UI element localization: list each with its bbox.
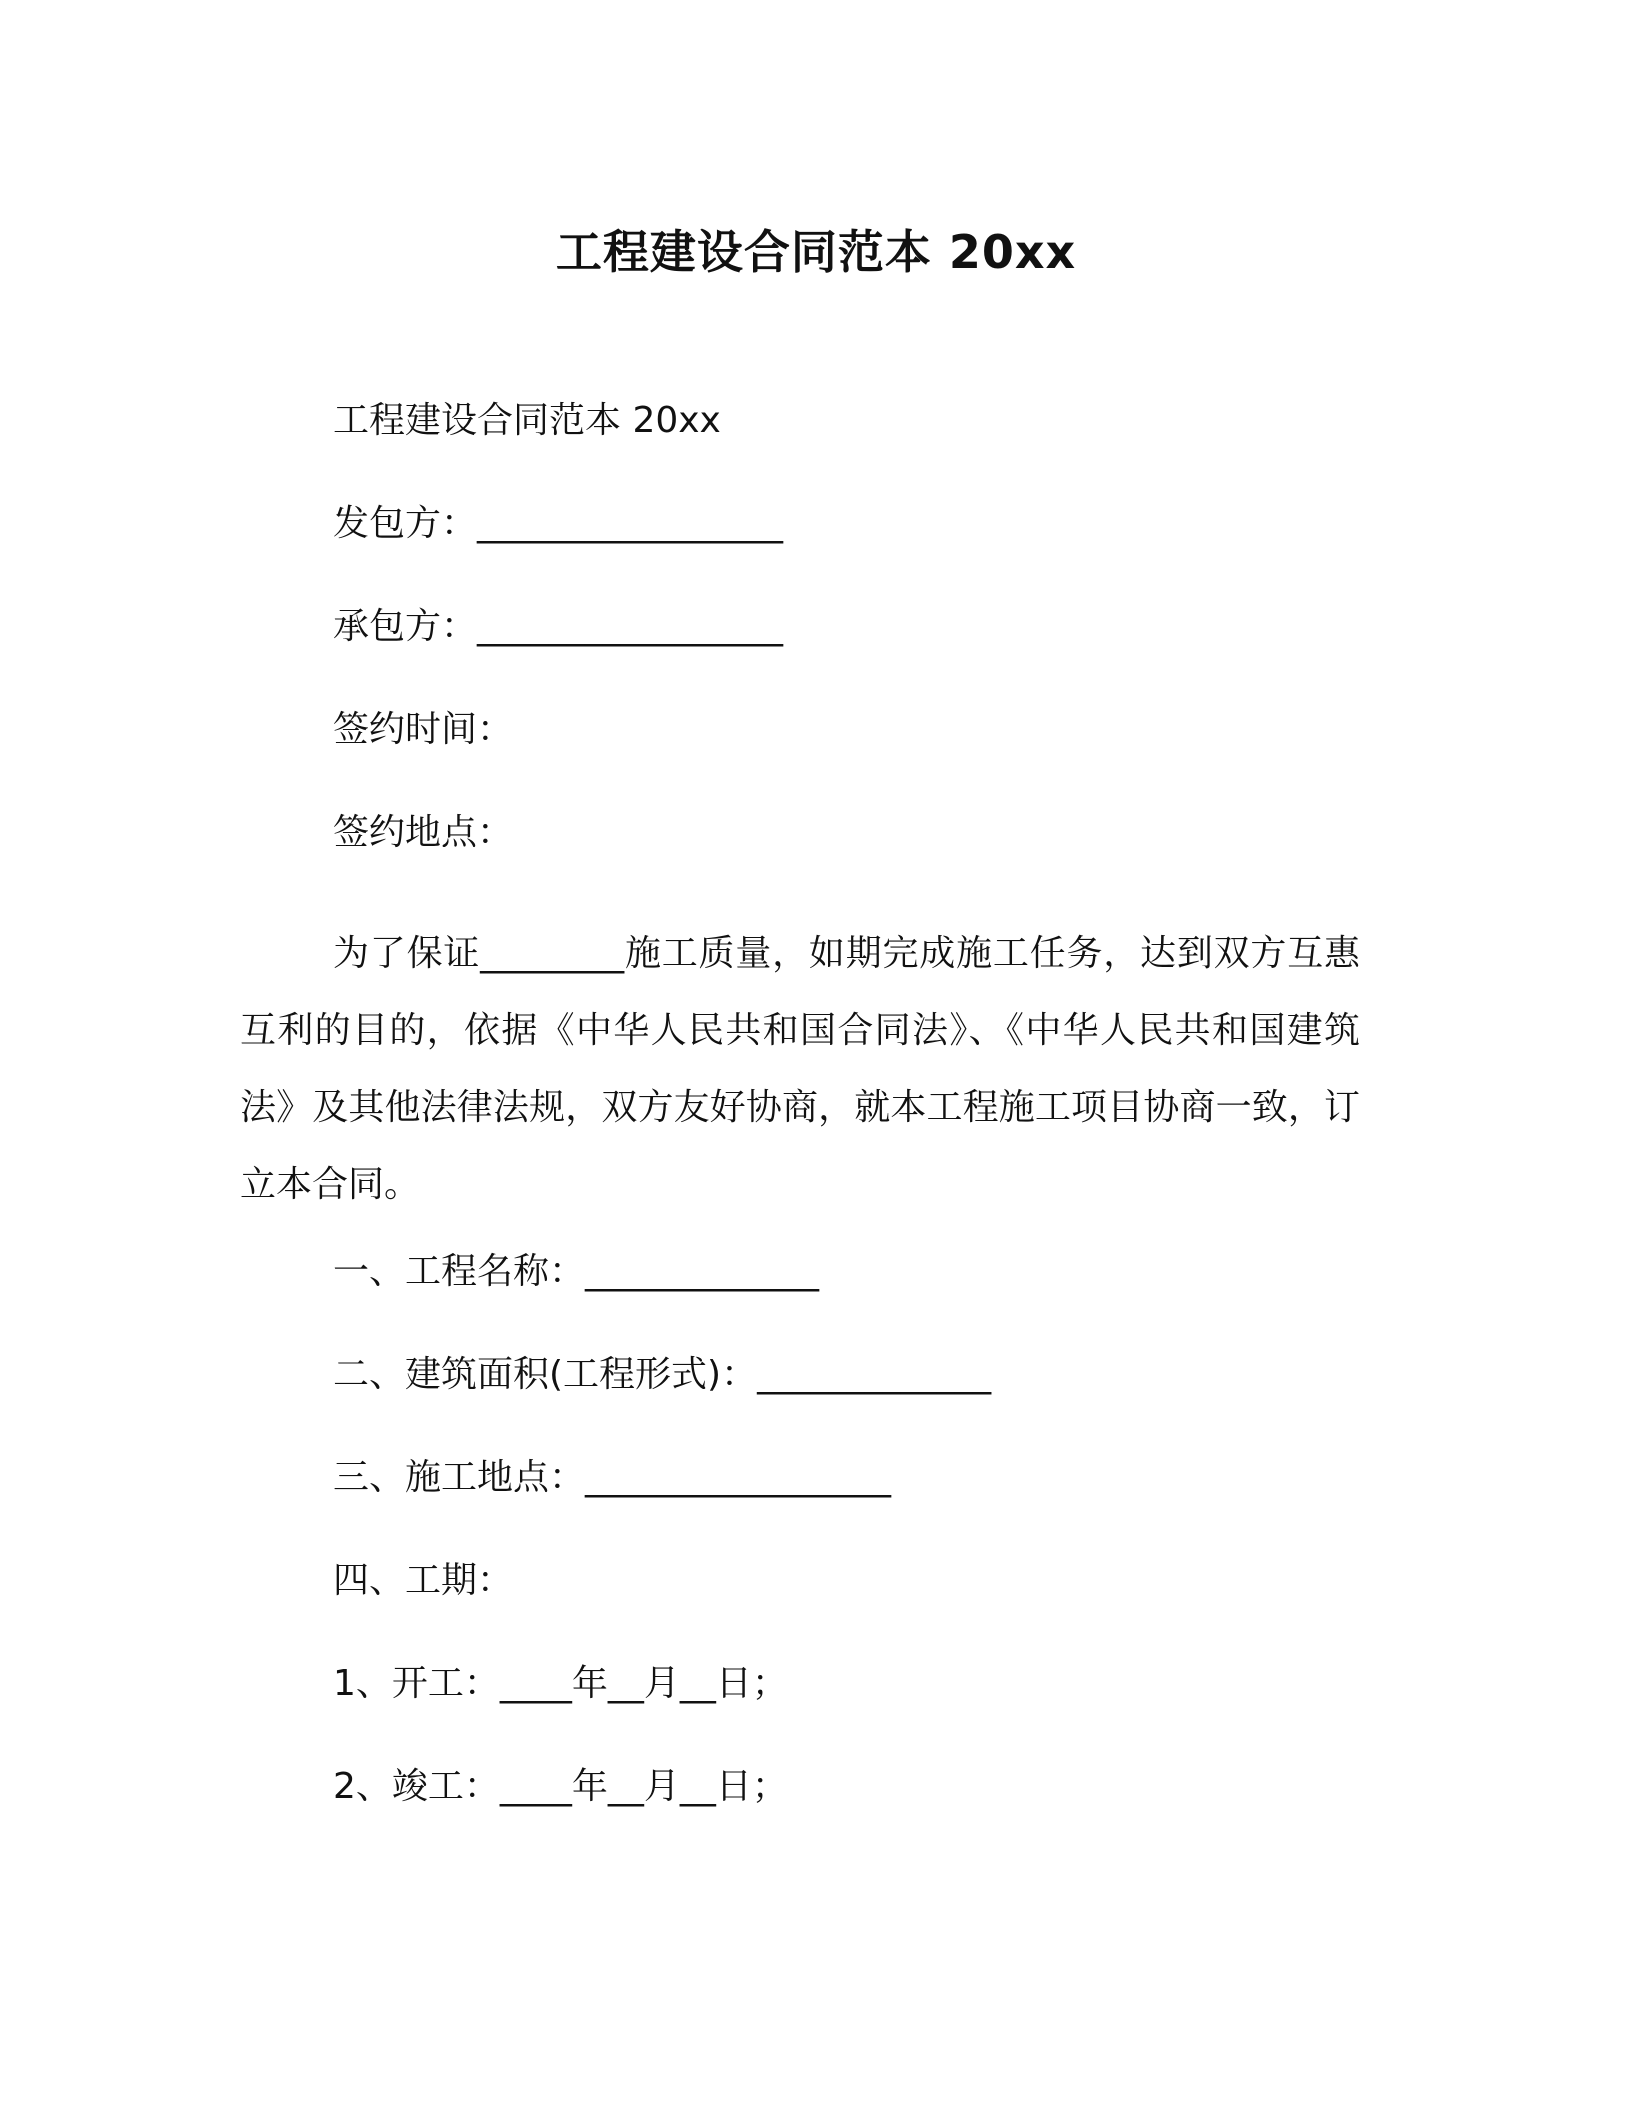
clause-start-date: 1、开工：____年__月__日； xyxy=(333,1663,788,1704)
signing-place-line: 签约地点： xyxy=(333,812,514,853)
clause-project-name: 一、工程名称：_____________ xyxy=(333,1251,820,1292)
clause-construction-site: 三、施工地点：_________________ xyxy=(333,1457,892,1498)
document-subtitle: 工程建设合同范本 20xx xyxy=(333,400,721,441)
contractor-line: 承包方：_________________ xyxy=(333,606,784,647)
clause-completion-date: 2、竣工：____年__月__日； xyxy=(333,1766,788,1807)
document-title: 工程建设合同范本 20xx xyxy=(555,225,1077,279)
signing-time-line: 签约时间： xyxy=(333,709,514,750)
clause-duration: 四、工期： xyxy=(333,1560,514,1601)
preamble-paragraph: 为了保证________施工质量，如期完成施工任务，达到双方互惠互利的目的，依据《中华人民共和国合同法》、《中华人民共和国建筑法》及其他法律法规，双方友好协商，就本工程施工项目协商一致，订立本合同。 xyxy=(240,933,1360,1205)
employer-line: 发包方：_________________ xyxy=(333,503,784,544)
clause-building-area: 二、建筑面积(工程形式)：_____________ xyxy=(333,1354,992,1395)
